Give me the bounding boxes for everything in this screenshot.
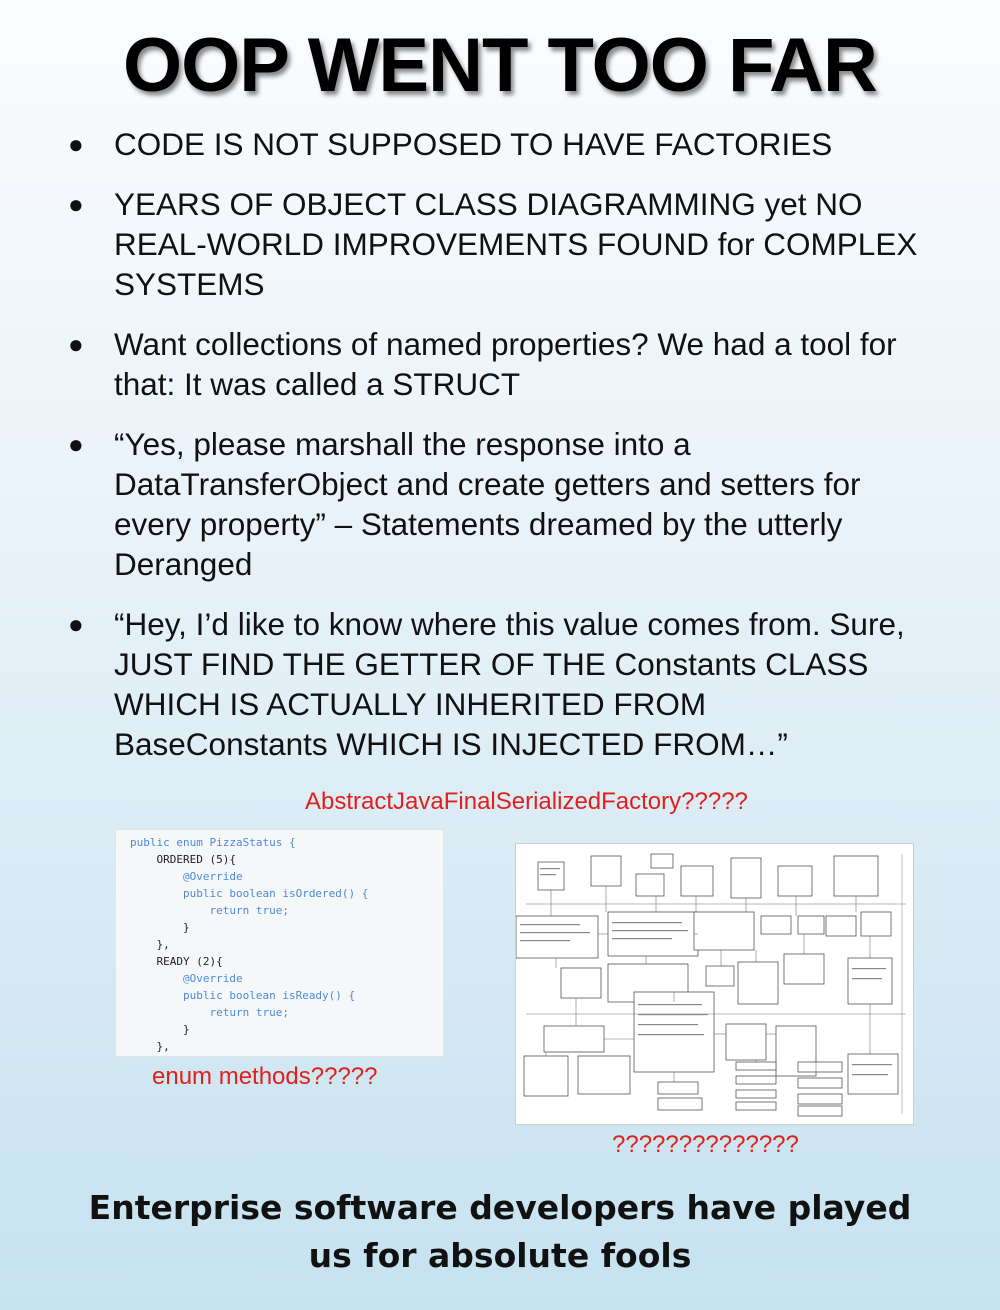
code-line: public enum PizzaStatus { [130,836,296,849]
factory-caption: AbstractJavaFinalSerializedFactory????? [305,788,748,815]
code-block [116,830,443,1055]
bullet-dot-icon: ● [68,609,84,639]
bullet-item [68,324,918,404]
bullet-dot-icon: ● [68,429,84,459]
code-line: public boolean isReady() { [182,989,356,1002]
footer-line: us for absolute fools [308,1236,692,1275]
code-line: }, [156,1040,170,1053]
bullet-dot-icon: ● [68,329,84,359]
code-line: READY (2){ [156,955,223,968]
code-snippet-image [115,829,444,1057]
bullet-text: YEARS OF OBJECT CLASS DIAGRAMMING yet NO REAL-WORLD IMPROVEMENTS FOUND for COMPLEX SYSTEMS [114,186,918,302]
bullet-text: Want collections of named properties? We had a tool for that: It was called a STRUCT [114,326,897,402]
bullet-item [68,184,918,304]
bullet-text: CODE IS NOT SUPPOSED TO HAVE FACTORIES [114,126,833,162]
uml-class-diagram-image [515,843,914,1125]
bullet-dot-icon: ● [68,129,84,159]
bullet-item [68,424,918,584]
bullet-dot-icon: ● [68,189,84,219]
bullet-text: “Yes, please marshall the response into a DataTransferObject and create getters and setters for every property” – Statements dreamed by the utterly Deranged [114,426,861,582]
code-line: ORDERED (5){ [156,853,236,866]
footer-line: Enterprise software developers have played [88,1188,912,1227]
code-line: public boolean isOrdered() { [182,887,369,900]
code-line: } [182,1023,190,1036]
code-line: @Override [182,870,243,883]
footer-punchline [0,1184,1000,1280]
code-line: } [182,921,190,934]
meme-title: OOP WENT TOO FAR [123,23,877,108]
uml-diagram-graphic [516,844,913,1124]
code-line: }, [156,938,170,951]
bullet-list [68,124,918,784]
bullet-item [68,604,918,764]
code-line: return true; [209,904,289,917]
code-line: @Override [182,972,243,985]
bullet-item [68,124,918,164]
code-line: return true; [209,1006,289,1019]
question-marks-caption: ?????????????? [612,1131,799,1158]
enum-caption: enum methods????? [152,1063,378,1090]
bullet-text: “Hey, I’d like to know where this value comes from. Sure, JUST FIND THE GETTER OF THE Constants CLASS WHICH IS ACTUALLY INHERITED FROM BaseConstants WHICH IS INJECTED FROM…” [114,606,905,762]
